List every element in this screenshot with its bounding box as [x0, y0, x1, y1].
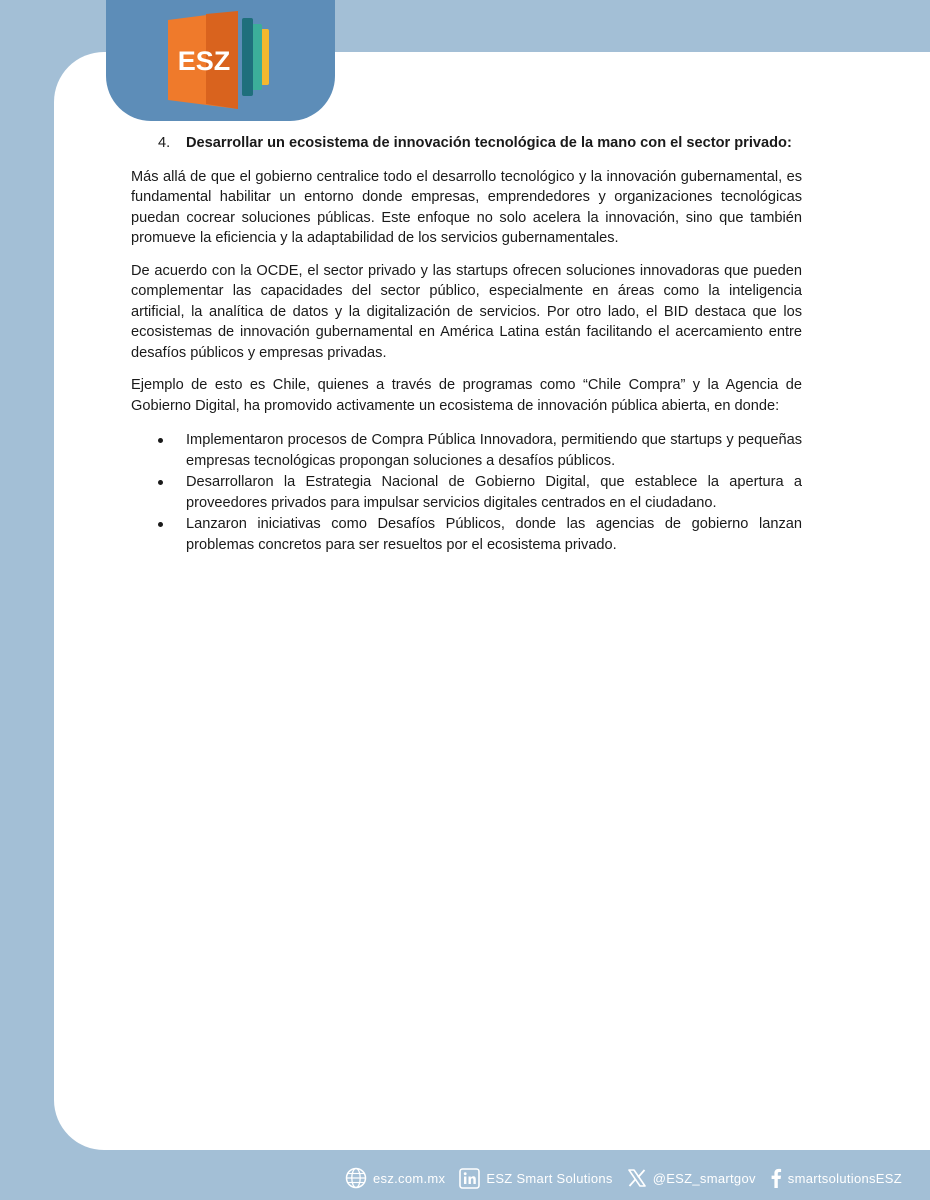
linkedin-label: ESZ Smart Solutions	[486, 1170, 613, 1186]
bullet-icon	[158, 522, 163, 527]
x-twitter-icon	[627, 1168, 647, 1188]
list-item-text: Lanzaron iniciativas como Desafíos Públicos, donde las agencias de gobierno lanzan problemas concretos para ser resueltos por el ecosistema privado.	[186, 516, 802, 553]
bullet-icon	[158, 480, 163, 485]
list-item-text: Implementaron procesos de Compra Pública Innovadora, permitiendo que startups y pequeñas empresas tecnológicas propongan soluciones a desafíos públicos.	[186, 432, 802, 469]
footer-contacts	[345, 1166, 902, 1190]
section-title: Desarrollar un ecosistema de innovación tecnológica de la mano con el sector privado:	[186, 135, 792, 151]
section-heading	[131, 133, 802, 154]
linkedin-icon	[459, 1168, 480, 1189]
logo-text: ESZ	[177, 46, 231, 76]
list-item	[131, 514, 802, 555]
paragraph-chile: Ejemplo de esto es Chile, quienes a través de programas como “Chile Compra” y la Agencia de Gobierno Digital, ha promovido activamente un ecosistema de innovación pública abierta, en donde:	[131, 377, 802, 414]
bullet-list	[131, 430, 802, 555]
footer-linkedin[interactable]	[459, 1168, 612, 1189]
list-item-text: Desarrollaron la Estrategia Nacional de Gobierno Digital, que establece la apertura a proveedores privados para impulsar servicios digitales centrados en el ciudadano.	[186, 474, 802, 511]
esz-logo[interactable]	[166, 10, 286, 112]
list-item	[131, 430, 802, 471]
footer-website[interactable]	[345, 1167, 445, 1189]
website-label: esz.com.mx	[373, 1170, 446, 1186]
footer-twitter[interactable]	[627, 1168, 756, 1188]
facebook-icon	[770, 1168, 782, 1188]
logo-tab	[106, 0, 335, 121]
list-item	[131, 472, 802, 513]
twitter-label: @ESZ_smartgov	[652, 1170, 756, 1186]
paragraph-intro: Más allá de que el gobierno centralice todo el desarrollo tecnológico y la innovación gubernamental, es fundamental habilitar un entorno donde empresas, emprendedores y organizaciones tecnológicas puedan cocrear soluciones públicas. Este enfoque no solo acelera la innovación, sino que también promueve la eficiencia y la adaptabilidad de los servicios gubernamentales.	[131, 168, 802, 246]
footer-facebook[interactable]	[770, 1168, 902, 1188]
facebook-label: smartsolutionsESZ	[787, 1170, 902, 1186]
section-number: 4.	[158, 135, 171, 151]
paragraph-ocde: De acuerdo con la OCDE, el sector privado y las startups ofrecen soluciones innovadoras que pueden complementar las capacidades del sector público, especialmente en áreas como la inteligencia artificial, la analítica de datos y la digitalización de servicios. Por otro lado, el BID destaca que los ecosistemas de innovación gubernamental en América Latina están facilitando el acercamiento entre desafíos públicos y empresas privadas.	[131, 262, 802, 361]
document-body	[131, 133, 802, 556]
bullet-icon	[158, 438, 163, 443]
globe-icon	[345, 1167, 367, 1189]
